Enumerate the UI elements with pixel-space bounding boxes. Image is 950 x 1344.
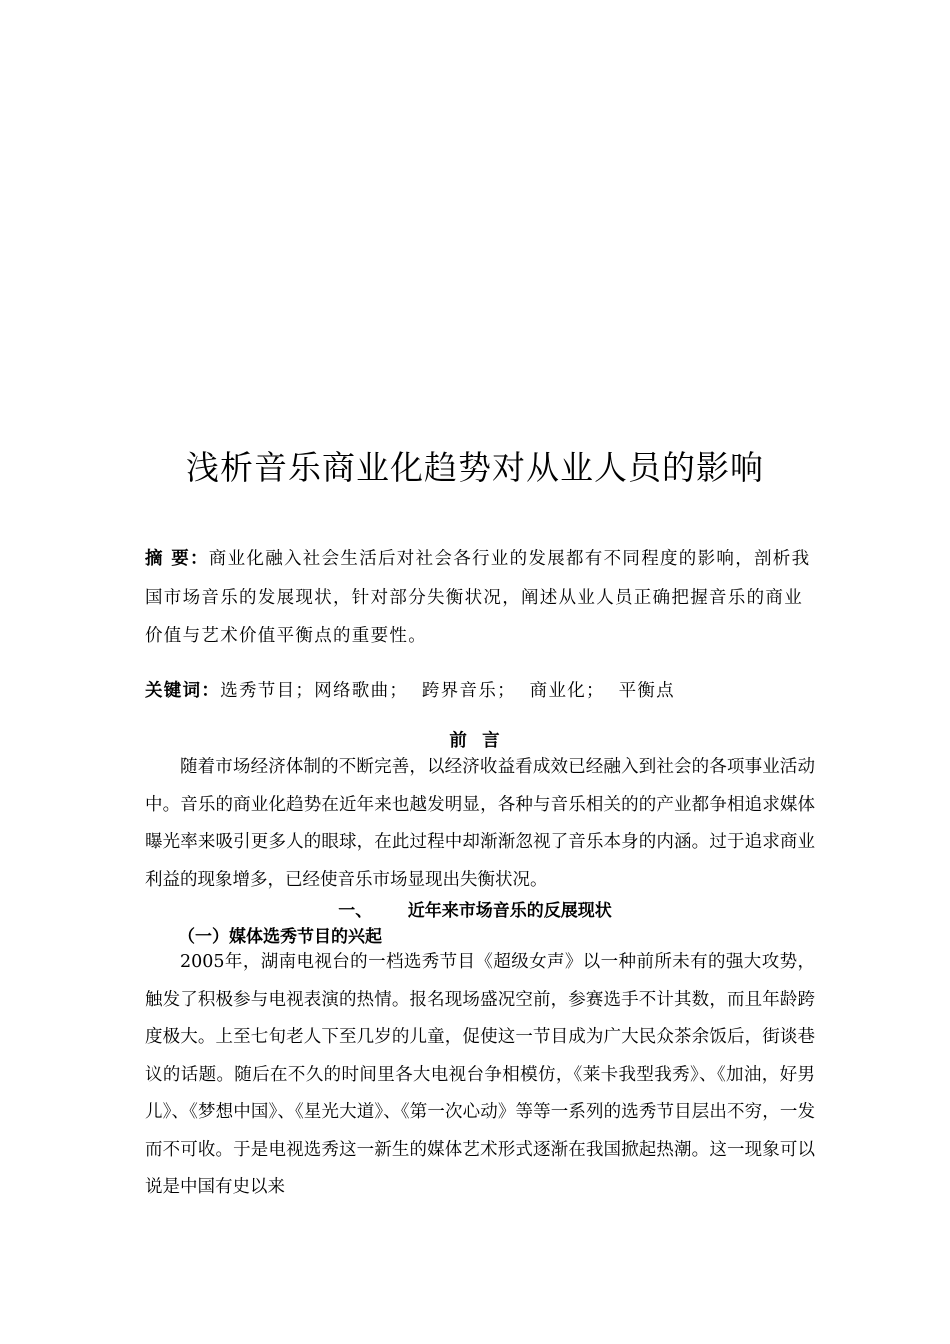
abstract-label: 摘 要： (145, 549, 209, 569)
abstract-text: 商业化融入社会生活后对社会各行业的发展都有不同程度的影响，剖析我国市场音乐的发展现状，针对部分失衡状况，阐述从业人员正确把握音乐的商业价值与艺术价值平衡点的重要性。 (145, 549, 811, 646)
section-heading: 一、 近年来市场音乐的反展现状 (338, 901, 612, 921)
keywords-label: 关键词： (145, 681, 221, 701)
preface-heading: 前 言 (449, 731, 501, 751)
keywords (145, 675, 815, 707)
abstract (145, 540, 815, 656)
page-title: 浅析音乐商业化趋势对从业人员的影响 (186, 448, 764, 487)
keywords-text: 选秀节目；网络歌曲； 跨界音乐； 商业化； 平衡点 (220, 681, 675, 701)
preface-paragraph: 随着市场经济体制的不断完善，以经济收益看成效已经融入到社会的各项事业活动中。音乐的商业化趋势在近年来也越发明显，各种与音乐相关的的产业都争相追求媒体曝光率来吸引更多人的眼球，在此过程中却渐渐忽视了音乐本身的内涵。过于追求商业利益的现象增多，已经使音乐市场显现出失衡状况。 (145, 757, 815, 890)
subsection-heading: （一）媒体选秀节目的兴起 (178, 927, 382, 947)
section-paragraph: 2005年，湖南电视台的一档选秀节目《超级女声》以一种前所未有的强大攻势，触发了积极参与电视表演的热情。报名现场盛况空前，参赛选手不计其数，而且年龄跨度极大。上至七旬老人下至几岁的儿童，促使这一节目成为广大民众茶余饭后，街谈巷议的话题。随后在不久的时间里各大电视台争相模仿，《莱卡我型我秀》、《加油，好男儿》、《梦想中国》、《星光大道》、《第一次心动》等等一系列的选秀节目层出不穷，一发而不可收。于是电视选秀这一新生的媒体艺术形式逐渐在我国掀起热潮。这一现象可以说是中国有史以来 (145, 952, 815, 1197)
